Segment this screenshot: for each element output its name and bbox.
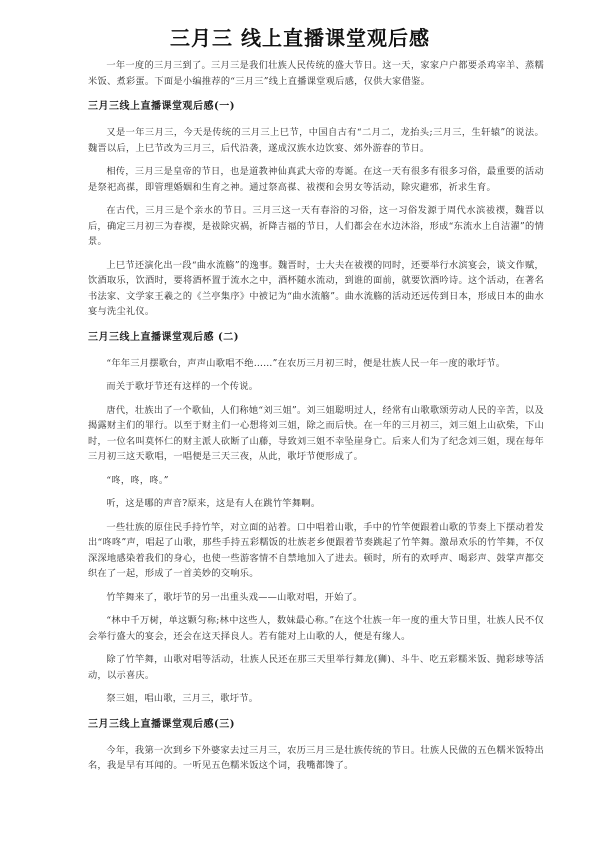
- section-heading: 三月三线上直播课堂观后感(三): [88, 718, 235, 730]
- paragraph: 一些壮族的原住民手持竹竿，对立面的站着。口中唱着山歌，手中的竹竿便跟着山歌的节奏上下摆动着发出“咚咚”声，唱起了山歌，那些手持五彩糯饭的壮族老乡便跟着节奏跳起了竹竿舞。激昂欢乐的竹竿舞，不仅深深地感染着我们的身心，也使一些游客情不自禁地加入了进去。顿时，所有的欢呼声、喝彩声、鼓掌声都交织在了一起，形成了一首美妙的交响乐。: [88, 521, 544, 579]
- section-heading: 三月三线上直播课堂观后感(一): [88, 101, 235, 112]
- paragraph: 相传，三月三是皇帝的节日，也是道教神仙真武大帝的寿诞。在这一天有很多有很多习俗，最重要的活动是祭祀高禖，即管理婚姻和生育之神。通过祭高禖、祓禊和会男女等活动，除灾避邪，祈求生育。: [88, 166, 544, 193]
- intro-paragraph: 一年一度的三月三到了。三月三是我们壮族人民传统的盛大节日。这一天，家家户户都要杀鸡宰羊、蒸糯米饭、煮彩蛋。下面是小编推荐的“三月三”线上直播课堂观后感，仅供大家借鉴。: [88, 60, 544, 87]
- paragraph: 又是一年三月三，今天是传统的三月三上巳节，中国自古有“二月二，龙抬头;三月三，生轩辕”的说法。魏晋以后，上巳节改为三月三，后代沿袭，遂成汉族水边饮宴、郊外游春的节日。: [88, 127, 544, 154]
- paragraph: “年年三月摆歌台，声声山歌唱不绝……”在农历三月初三时，便是壮族人民一年一度的歌圩节。: [106, 357, 506, 369]
- paragraph: 而关于歌圩节还有这样的一个传说。: [106, 381, 259, 392]
- paragraph: 唐代，壮族出了一个歌仙，人们称她“刘三姐”。刘三姐聪明过人，经常有山歌歌颂劳动人民的辛苦，以及揭露财主们的罪行。以至于财主们一心想将刘三姐，除之而后快。在一年的三月初三，刘三姐上山砍柴，下山时，一位名叫莫怀仁的财主派人砍断了山藤，导致刘三姐不幸坠崖身亡。后来人们为了纪念刘三姐，现在每年三月初三这天歌唱，一唱便是三天三夜，从此，歌圩节便形成了。: [88, 404, 544, 462]
- paragraph: 除了竹竿舞，山歌对唱等活动，壮族人民还在那三天里举行舞龙(狮)、斗牛、吃五彩糯米饭、抛彩球等活动，以示喜庆。: [88, 654, 544, 681]
- paragraph: 听，这是哪的声音?原来，这是有人在跳竹竿舞啊。: [106, 498, 321, 509]
- section-heading: 三月三线上直播课堂观后感 (二): [88, 331, 239, 343]
- page-title: 三月三 线上直播课堂观后感: [170, 26, 430, 50]
- paragraph: 竹竿舞来了，歌圩节的另一出重头戏——山歌对唱，开始了。: [106, 591, 363, 603]
- paragraph: 今年，我第一次到乡下外婆家去过三月三，农历三月三是壮族传统的节日。壮族人民做的五色糯米饭特出名，我是早有耳闻的。一听见五色糯米饭这个词，我嘴都馋了。: [88, 744, 544, 771]
- paragraph: 祭三姐，唱山歌，三月三，歌圩节。: [106, 693, 259, 704]
- paragraph: 上巳节还演化出一段“曲水流觞”的逸事。魏晋时，士大夫在祓禊的同时，还要举行水滨宴会，谈文作赋，饮酒取乐，饮酒时，要将酒杯置于流水之中，酒杯随水流动，到谁的面前，就要饮酒吟诗。这个活动，在著名书法家、文学家王羲之的《兰亭集序》中被记为“曲水流觞”。曲水流觞的活动还远传到日本，形成日本的曲水宴与洗尘礼仪。: [88, 259, 544, 317]
- article-body: [88, 58, 544, 774]
- paragraph: 在古代，三月三是个亲水的节日。三月三这一天有春浴的习俗，这一习俗发源于周代水滨祓禊，魏晋以后，确定三月初三为春禊，是祓除灾祸，祈降吉福的节日，人们都会在水边沐浴，形成“东流水上自洁濯”的情景。: [88, 205, 544, 247]
- paragraph: “咚，咚，咚。”: [106, 474, 169, 486]
- paragraph: “林中千万树，单这颗匀称;林中这些人，数妹最心称。”在这个壮族一年一度的重大节日里，壮族人民不仅会举行盛大的宴会，还会在这天择良人。若有能对上山歌的人，便是有缘人。: [88, 615, 544, 642]
